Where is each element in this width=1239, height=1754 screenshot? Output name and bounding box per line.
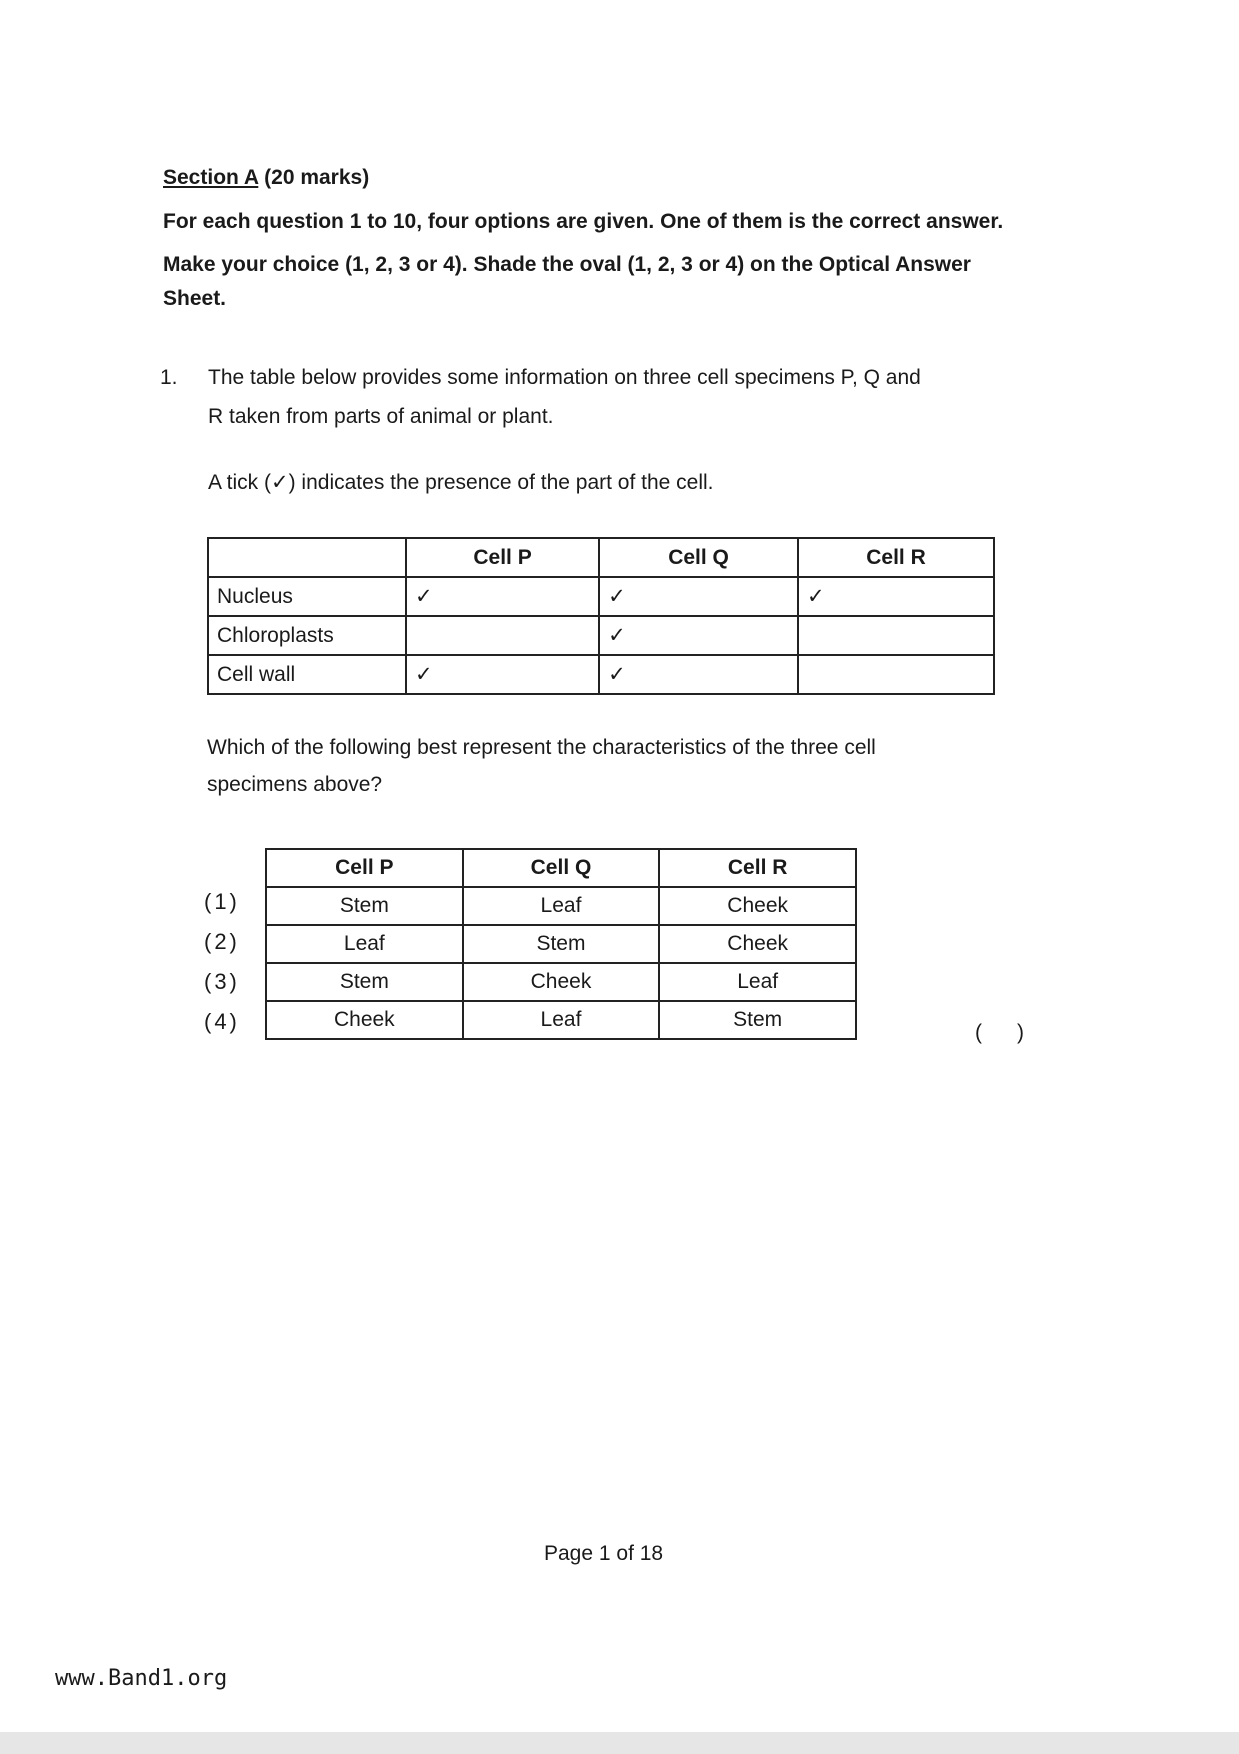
option-label: (4)	[204, 1009, 240, 1034]
table-row	[266, 887, 856, 925]
header-cell: Cell P	[406, 538, 599, 577]
section-marks: (20 marks)	[264, 166, 370, 189]
tick-cell: ✓	[599, 616, 798, 655]
watermark: www.Band1.org	[55, 1666, 228, 1691]
tick-cell	[798, 616, 994, 655]
page-number: Page 1 of 18	[544, 1542, 664, 1565]
tick-cell: ✓	[599, 655, 798, 694]
cell: Stem	[266, 963, 463, 1001]
option-label: (3)	[204, 969, 240, 994]
scan-edge	[0, 1732, 1239, 1754]
cell: Cheek	[266, 1001, 463, 1039]
table-row	[266, 1001, 856, 1039]
instruction-line: For each question 1 to 10, four options are given. One of them is the correct answer.	[163, 210, 1004, 233]
header-cell: Cell R	[659, 849, 856, 887]
table-row	[208, 655, 994, 694]
header-cell: Cell Q	[463, 849, 660, 887]
question-text: The table below provides some information on three cell specimens P, Q and	[208, 366, 921, 389]
tick-cell: ✓	[798, 577, 994, 616]
row-label: Nucleus	[208, 577, 406, 616]
cell-parts-table	[207, 537, 995, 695]
tick-cell	[406, 616, 599, 655]
row-label: Chloroplasts	[208, 616, 406, 655]
cell: Stem	[266, 887, 463, 925]
header-cell: Cell R	[798, 538, 994, 577]
instruction-line: Make your choice (1, 2, 3 or 4). Shade the oval (1, 2, 3 or 4) on the Optical Answer	[163, 253, 971, 276]
tick-cell: ✓	[599, 577, 798, 616]
answer-box[interactable]: ( )	[975, 1021, 1024, 1044]
prompt-text: specimens above?	[207, 773, 383, 796]
tick-note: A tick (✓) indicates the presence of the part of the cell.	[208, 471, 714, 494]
section-title: Section A	[163, 166, 259, 189]
cell: Cheek	[659, 925, 856, 963]
options-table	[265, 848, 857, 1040]
table-row	[208, 577, 994, 616]
header-cell	[208, 538, 406, 577]
tick-cell: ✓	[406, 655, 599, 694]
header-cell: Cell Q	[599, 538, 798, 577]
table-row	[266, 925, 856, 963]
question-text: R taken from parts of animal or plant.	[208, 405, 554, 428]
option-label: (2)	[204, 929, 240, 954]
cell: Leaf	[463, 887, 660, 925]
cell: Stem	[659, 1001, 856, 1039]
option-label: (1)	[204, 889, 240, 914]
question-number: 1.	[160, 366, 178, 389]
cell: Leaf	[659, 963, 856, 1001]
table-header-row	[208, 538, 994, 577]
tick-cell	[798, 655, 994, 694]
prompt-text: Which of the following best represent the characteristics of the three cell	[207, 736, 876, 759]
cell: Leaf	[266, 925, 463, 963]
table-header-row	[266, 849, 856, 887]
cell: Leaf	[463, 1001, 660, 1039]
row-label: Cell wall	[208, 655, 406, 694]
table-row	[208, 616, 994, 655]
section-heading	[163, 166, 369, 190]
cell: Cheek	[659, 887, 856, 925]
table-row	[266, 963, 856, 1001]
cell: Stem	[463, 925, 660, 963]
header-cell: Cell P	[266, 849, 463, 887]
tick-cell: ✓	[406, 577, 599, 616]
instruction-line: Sheet.	[163, 287, 227, 310]
cell: Cheek	[463, 963, 660, 1001]
